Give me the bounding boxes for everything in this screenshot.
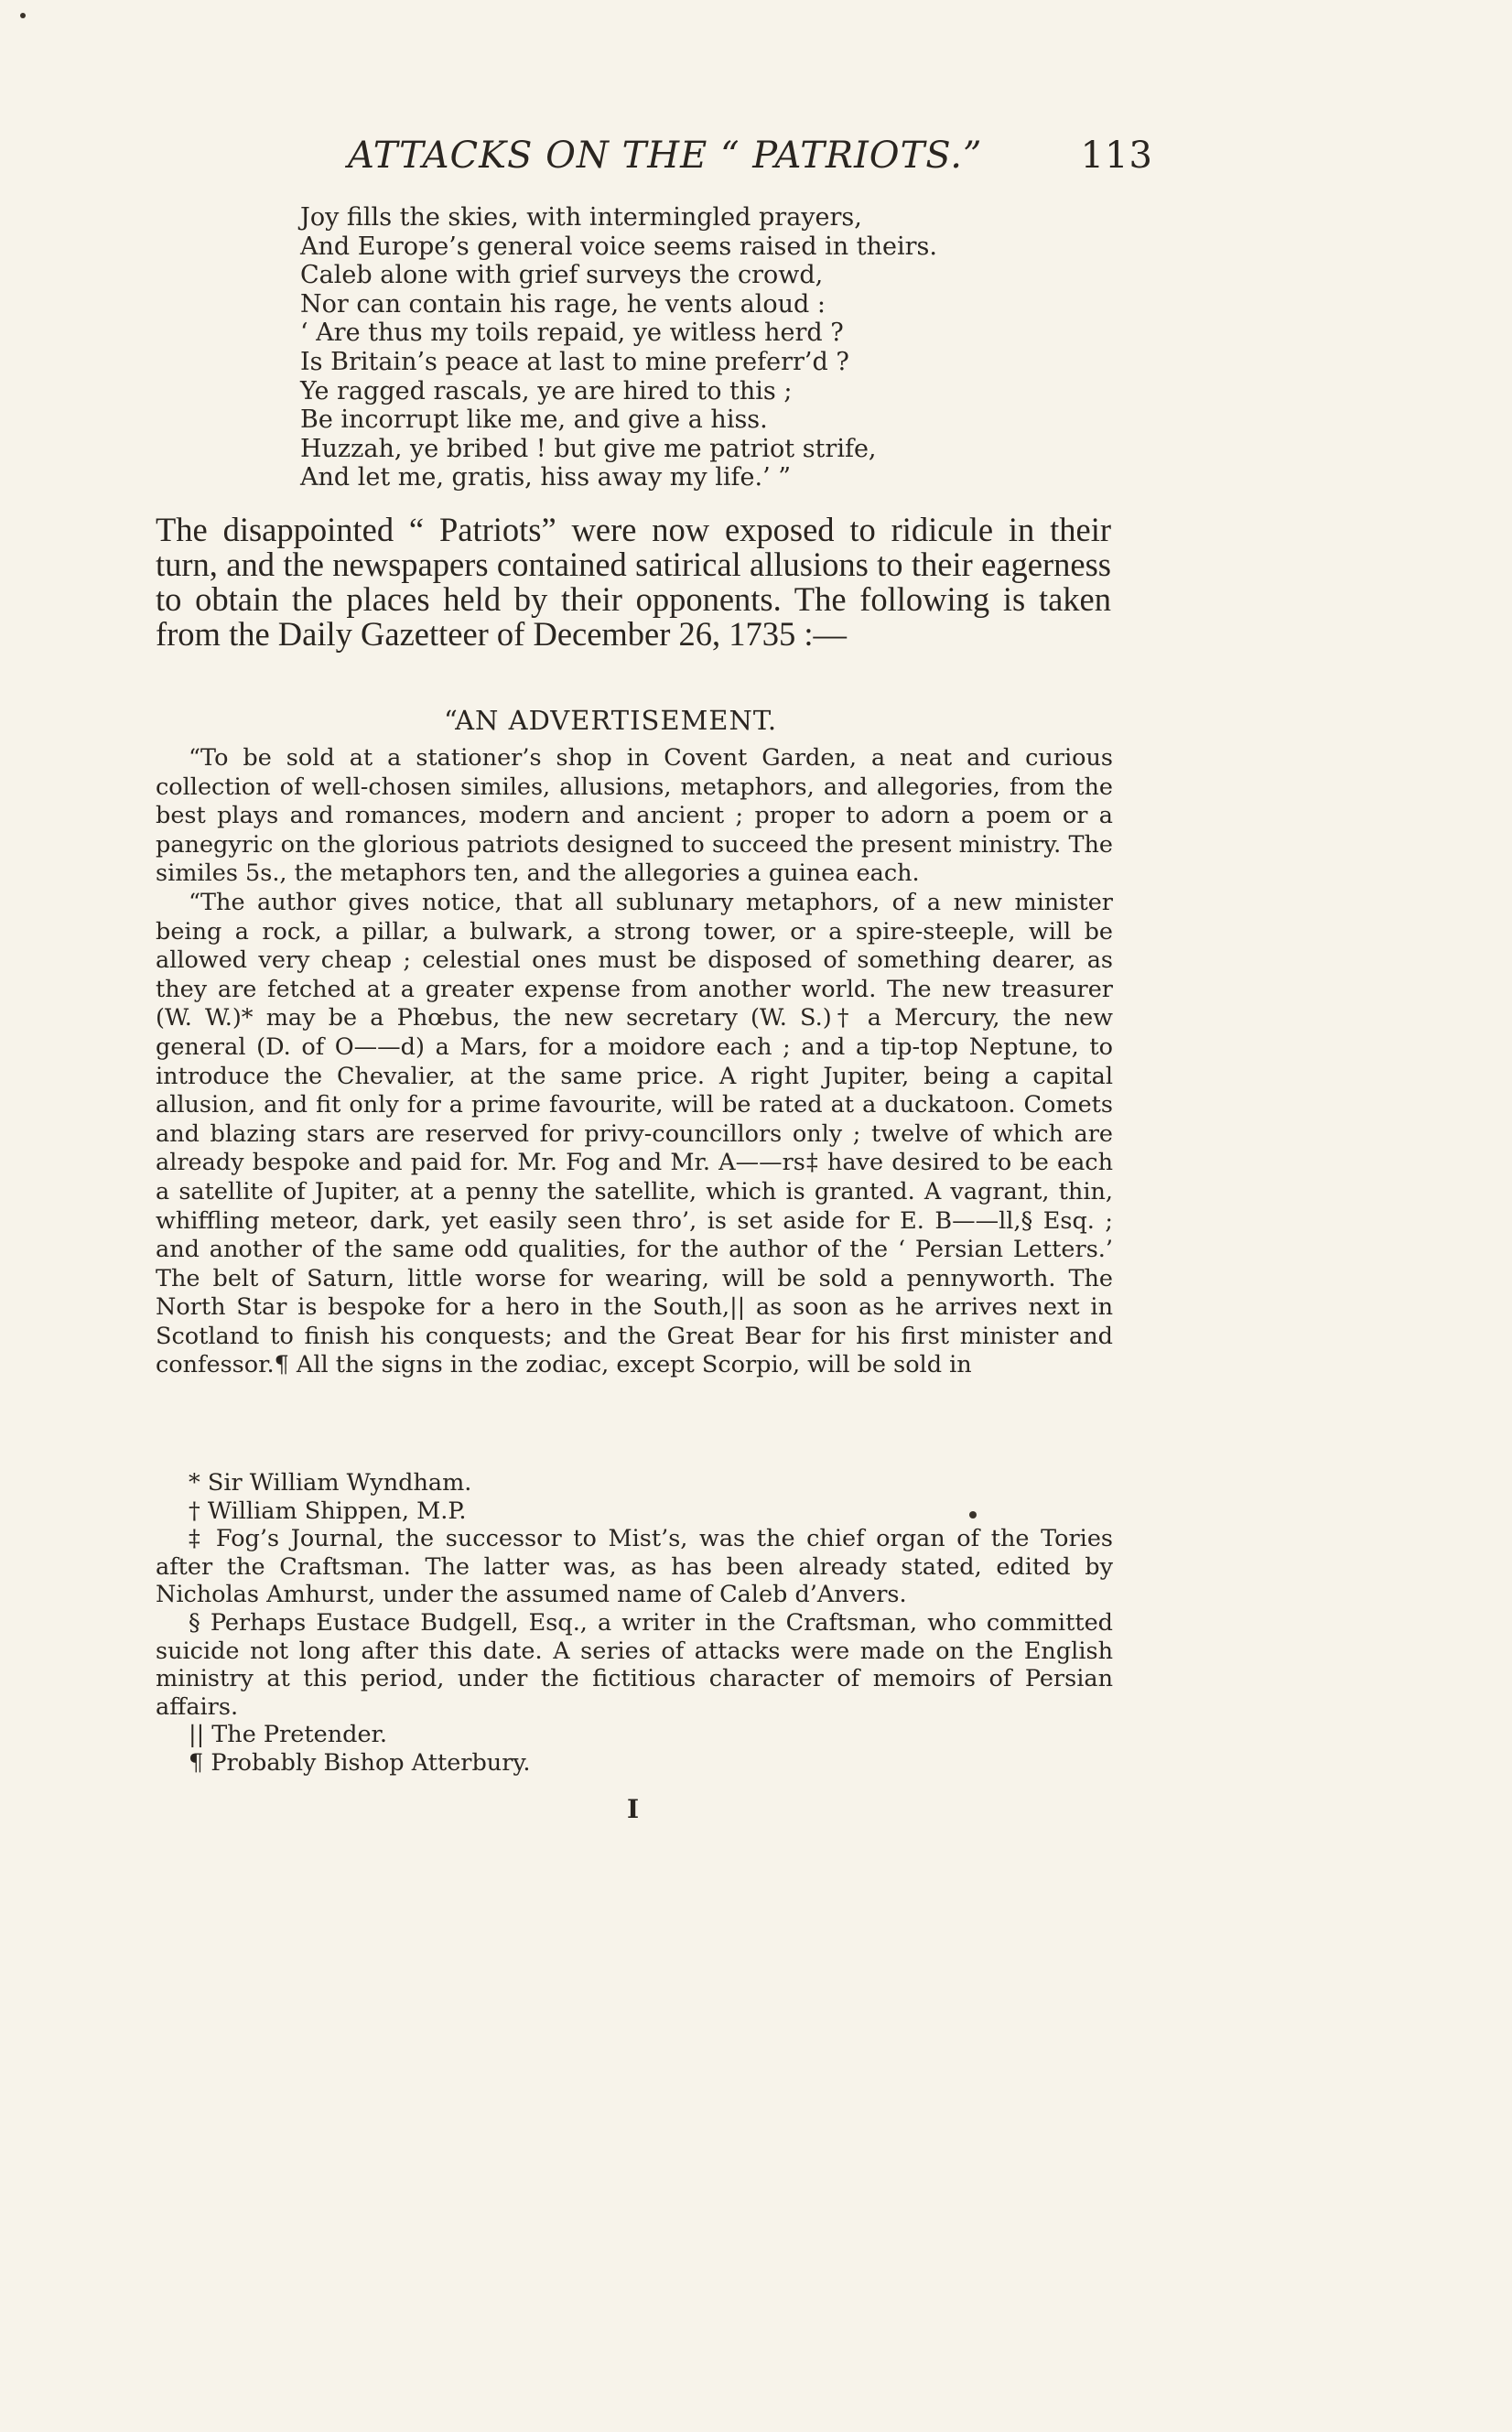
verse-line: And let me, gratis, hiss away my life.’ ” [300, 463, 792, 492]
body-text [156, 513, 1111, 652]
verse-line: ‘ Are thus my toils repaid, ye witless herd ? [300, 319, 844, 348]
footnote: † William Shippen, M.P. [189, 1497, 467, 1525]
verse-block [300, 203, 1124, 492]
footnote: * Sir William Wyndham. [189, 1469, 472, 1497]
signature-mark: I [627, 1794, 640, 1824]
footnote: § Perhaps Eustace Budgell, Esq., a writer in the Craftsman, who committed suicide not long after this date. A series of attacks were made on the English ministry at this period, under the fictitious character of memoirs of Persian affairs. [156, 1608, 1113, 1721]
verse-line: Is Britain’s peace at last to mine preferr’d ? [300, 347, 849, 376]
advertisement-title: “AN ADVERTISEMENT. [444, 705, 778, 736]
running-header [348, 135, 1153, 176]
advertisement-paragraph: “To be sold at a stationer’s shop in Covent Garden, a neat and curious collection of well-chosen similes, allusions, metaphors, and allegories, from the best plays and romances, modern and ancient ; proper to adorn a poem or a panegyric on the glorious patriots designed to succeed the present ministry. The similes 5s., the metaphors ten, and the allegories a guinea each. [156, 744, 1113, 888]
verse-line: Caleb alone with grief surveys the crowd, [300, 261, 824, 290]
advertisement-text [156, 744, 1113, 1380]
verse-line: Joy fills the skies, with intermingled prayers, [300, 203, 862, 232]
footnote: ‡ Fog’s Journal, the successor to Mist’s, was the chief organ of the Tories after the Craftsman. The latter was, as has been already stated, edited by Nicholas Amhurst, under the assumed name of Caleb d’Anvers. [156, 1525, 1113, 1609]
verse-line: Nor can contain his rage, he vents aloud : [300, 289, 826, 319]
paper-speck [20, 13, 26, 18]
advertisement-paragraph: “The author gives notice, that all sublunary metaphors, of a new minister being a rock, a pillar, a bulwark, a strong tower, or a spire-steeple, will be allowed very cheap ; celestial ones must be disposed of something dearer, as they are fetched at a greater expense from another world. The new treasurer (W. W.)* may be a Phœbus, the new secretary (W. S.)† a Mercury, the new general (D. of O——d) a Mars, for a moidore each ; and a tip-top Neptune, to introduce the Chevalier, at the same price. A right Jupiter, being a capital allusion, and fit only for a prime favourite, will be rated at a duckatoon. Comets and blazing stars are reserved for privy-councillors only ; twelve of which are already bespoke and paid for. Mr. Fog and Mr. A——rs‡ have desired to be each a satellite of Jupiter, at a penny the satellite, which is granted. A vagrant, thin, whiffling meteor, dark, yet easily seen thro’, is set aside for E. B——ll,§ Esq. ; and another of the same odd qualities, for the author of the ‘ Persian Letters.’ The belt of Saturn, little worse for wearing, will be sold a pennyworth. The North Star is bespoke for a hero in the South,|| as soon as he arrives next in Scotland to finish his conquests; and the Great Bear for his first minister and confessor.¶ All the signs in the zodiac, except Scorpio, will be sold in [156, 888, 1113, 1379]
footnote: ¶ Probably Bishop Atterbury. [189, 1748, 531, 1777]
page-number: 113 [1080, 135, 1153, 177]
paper-speck [969, 1511, 977, 1519]
verse-line: Huzzah, ye bribed ! but give me patriot strife, [300, 434, 877, 463]
running-title: ATTACKS ON THE “ PATRIOTS.” [348, 135, 983, 177]
verse-line: Be incorrupt like me, and give a hiss. [300, 405, 768, 435]
footnote: || The Pretender. [189, 1721, 388, 1749]
verse-line: Ye ragged rascals, ye are hired to this ; [300, 376, 793, 405]
body-paragraph: The disappointed “ Patriots” were now exposed to ridicule in their turn, and the newspapers contained satirical allusions to their eagerness to obtain the places held by their opponents. The following is taken from the Daily Gazetteer of December 26, 1735 :— [156, 511, 1111, 653]
verse-line: And Europe’s general voice seems raised in theirs. [300, 232, 937, 261]
